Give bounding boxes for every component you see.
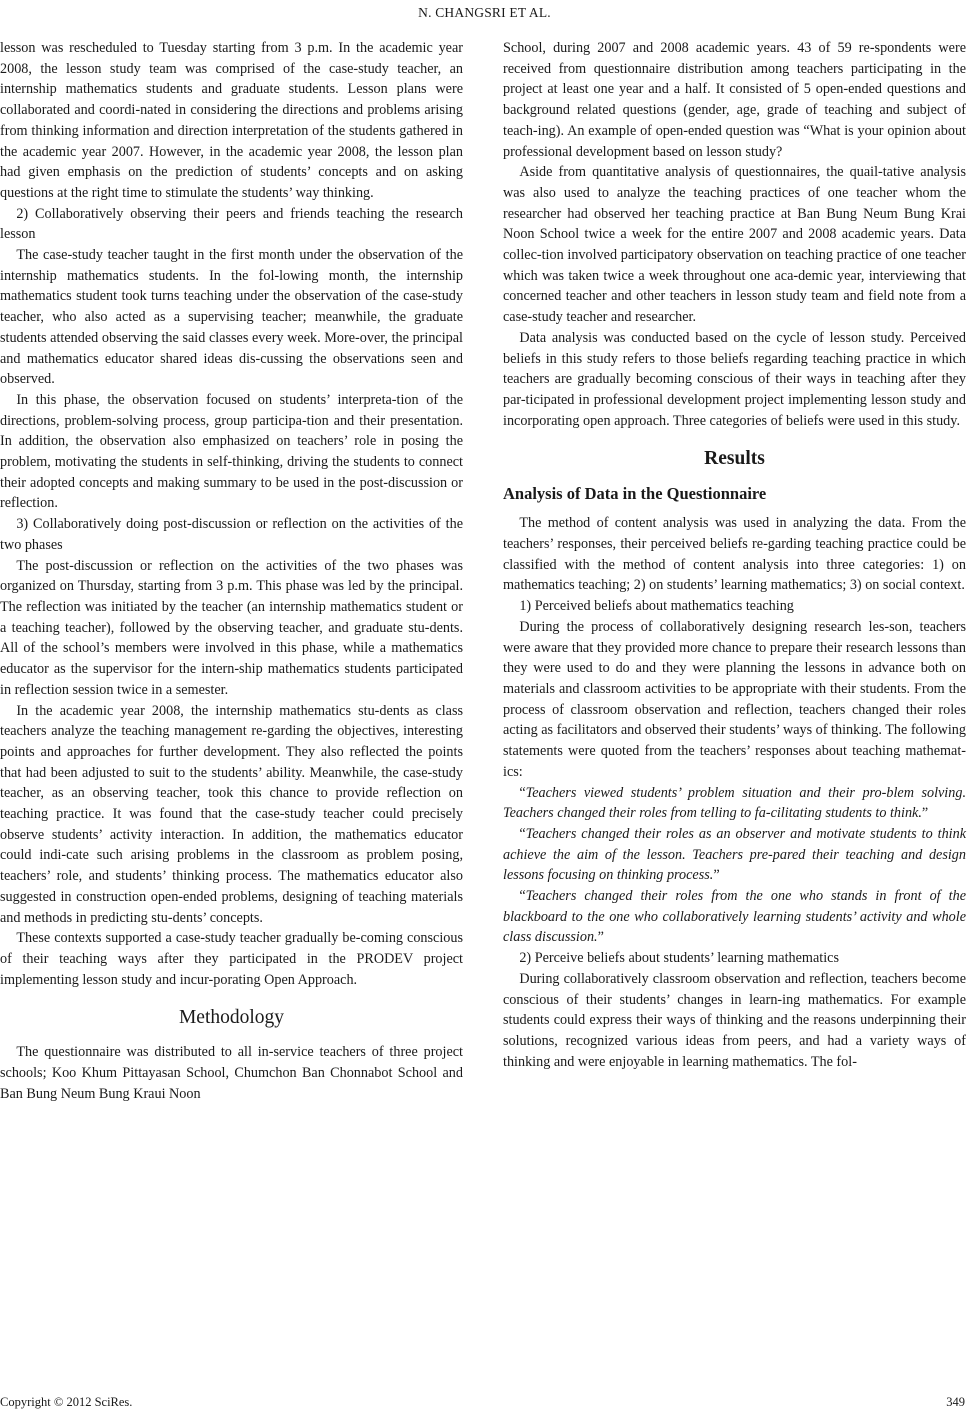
- paragraph: The case-study teacher taught in the first month under the observation of the internship mathematics students. In the fol-lowing month, the internship mathematics student took turns teaching under the observation of the case-study teacher, who also acted as a supervising teacher; meanwhile, the graduate students attended observing the said classes every week. More-over, the principal and mathematics educator shared ideas dis-cussing the observations seen and observed.: [0, 247, 463, 388]
- paragraph: In this phase, the observation focused on students’ interpreta-tion of the directions, problem-solving process, group participa-tion and their presentation. In addition, the observation also emphasized on teachers’ role in posing the problem, motivating the students in self-thinking, driving the students to connect their adopted concepts and making summary to be used in the post-discussion or reflection.: [0, 391, 463, 512]
- paragraph: School, during 2007 and 2008 academic years. 43 of 59 re-spondents were received from questionnaire distribution among teachers participating in the project at least one year and a half. It consisted of 5 open-ended questions and background related questions (gender, age, grade of teaching and subject of teach-ing). An example of open-ended question was “What is your opinion about professional development based on lesson study?: [503, 40, 966, 160]
- paragraph: The post-discussion or reflection on the activities of the two phases was organized on Thursday, starting from 3 p.m. This phase was led by the principal. The reflection was initiated by the teacher (an internship mathematics student or a teaching teacher), followed by the observing teacher, and graduate stu-dents. All of the school’s members were involved in this phase, while a mathematics educator as the supervisor for the intern-ship mathematics students participated in reflection session twice in a semester.: [0, 557, 463, 698]
- methodology-heading: Methodology: [178, 1007, 285, 1029]
- paragraph: Data analysis was conducted based on the cycle of lesson study. Perceived beliefs in this study refers to those beliefs regarding teaching practice in which teachers are gradually becoming conscious of their ways in teaching after they par-ticipated in professional development project implementing lesson study and incorporating open approach. Three categories of beliefs were used in this study.: [503, 329, 966, 429]
- paragraph: The method of content analysis was used in analyzing the data. From the teachers’ responses, their perceived beliefs re-garding teaching practice could be classified with the method of content analysis into three categories: 1) on mathematics teaching; 2) on students’ learning mathematics; 3) on social context.: [503, 515, 966, 594]
- quote-text: Teachers viewed students’ problem situation and their pro-blem solving. Teachers changed their roles from telling to fa-cilitating students to think.: [503, 784, 966, 822]
- teacher-quote: “Teachers changed their roles as an observer and motivate students to think achieve the aim of the lesson. Teachers pre-pared their teaching and design lessons focusing on thinking process.”: [503, 825, 966, 884]
- paragraph: During collaboratively classroom observation and reflection, teachers become conscious of their students’ changes in learn-ing mathematics. For example students could express their ways of thinking and the reasons underpinning their solutions, recognized various ideas from peers, and had a variety ways of thinking and were enjoyable in learning mathematics. The fol-: [503, 970, 966, 1070]
- analysis-subheading: Analysis of Data in the Questionnaire: [503, 484, 767, 504]
- paragraph: Aside from quantitative analysis of questionnaires, the quail-tative analysis was also used to analyze the teaching practices of one teacher whom the researcher had observed her teaching practice at Ban Bung Neum Bung Krai Noon School twice a week for the entire 2007 and 2008 academic years. Data collec-tion involved participatory observation on teaching practice of one teacher which was taken twice a week throughout one aca-demic year, interviewing that concerned teacher and other teachers in lesson study team and field note from a case-study teacher and researcher.: [503, 164, 966, 326]
- page-number: 349: [946, 1395, 965, 1409]
- paragraph: During the process of collaboratively designing research les-son, teachers were aware that they provided more chance to prepare their research lessons than they were used to do and they were planning the lessons in advance both on materials and classroom activities to be appropriate with their students. From the process of classroom observation and reflection, teachers changed their roles acting as facilitators and observed their students’ ways of thinking. The following statements were quoted from the teachers’ responses about teaching mathemat-ics:: [503, 618, 966, 780]
- running-head: N. CHANGSRI ET AL.: [418, 5, 551, 20]
- quote-text: Teachers changed their roles as an observer and motivate students to think achieve the aim of the lesson. Teachers pre-pared their teaching and design lessons focusing on thinking process.: [503, 825, 966, 884]
- list-item-beliefs-2: 2) Perceive beliefs about students’ learning mathematics: [519, 950, 839, 967]
- paragraph: The questionnaire was distributed to all in-service teachers of three project schools; Koo Khum Pittayasan School, Chumchon Ban Chonnabot School and Ban Bung Neum Bung Kraui Noon: [0, 1044, 463, 1102]
- paragraph: These contexts supported a case-study teacher gradually be-coming conscious of their teaching ways after they participated in the PRODEV project implementing lesson study and incur-porating Open Approach.: [0, 930, 463, 988]
- teacher-quote: “Teachers changed their roles from the one who stands in front of the blackboard to the one who collaboratively learning students’ activity and whole class discussion.”: [503, 888, 966, 946]
- list-item-phase-3: 3) Collaboratively doing post-discussion or reflection on the activities of the two phases: [0, 516, 463, 553]
- list-item-beliefs-1: 1) Perceived beliefs about mathematics teaching: [519, 598, 794, 615]
- teacher-quote: “Teachers viewed students’ problem situation and their pro-blem solving. Teachers changed their roles from telling to fa-cilitating students to think.”: [503, 784, 966, 822]
- left-column: [0, 38, 463, 1104]
- right-column: [503, 38, 966, 1072]
- copyright-notice: Copyright © 2012 SciRes.: [0, 1395, 133, 1409]
- list-item-phase-2: 2) Collaboratively observing their peers and friends teaching the research lesson: [0, 205, 463, 243]
- results-heading: Results: [704, 448, 765, 470]
- paragraph: lesson was rescheduled to Tuesday starting from 3 p.m. In the academic year 2008, the lesson study team was comprised of the case-study teacher, an internship mathematics students and graduate students. Lesson plans were collaborated and coordi-nated in considering the directions and problems arising from thinking information and direction interpretation of the students gathered in the academic year 2007. However, in the academic year 2008, the lesson plan had given emphasis on the prediction of students’ concepts and on asking questions at the right time to stimulate the students’ way thinking.: [0, 40, 463, 201]
- paragraph: In the academic year 2008, the internship mathematics stu-dents as class teachers analyze the teaching management re-garding the objectives, interesting points and approaches for further development. They also reflected the points that had been adjusted to suit to the students’ ability. Meanwhile, the case-study teacher, as an observing teacher, took this chance to provide reflection on teaching practice. It was found that the case-study teacher could precisely observe students’ activity interaction. In addition, the mathematics educator could indi-cate such arising problems in the classroom as problem posing, teachers’ role, and students’ thinking process. The mathematics educator also suggested in construction open-ended problems, designing of teaching materials and methods in predicting stu-dents’ concepts.: [0, 702, 463, 926]
- quote-text: Teachers changed their roles from the one who stands in front of the blackboard to the one who collaboratively learning students’ activity and whole class discussion.: [503, 888, 966, 946]
